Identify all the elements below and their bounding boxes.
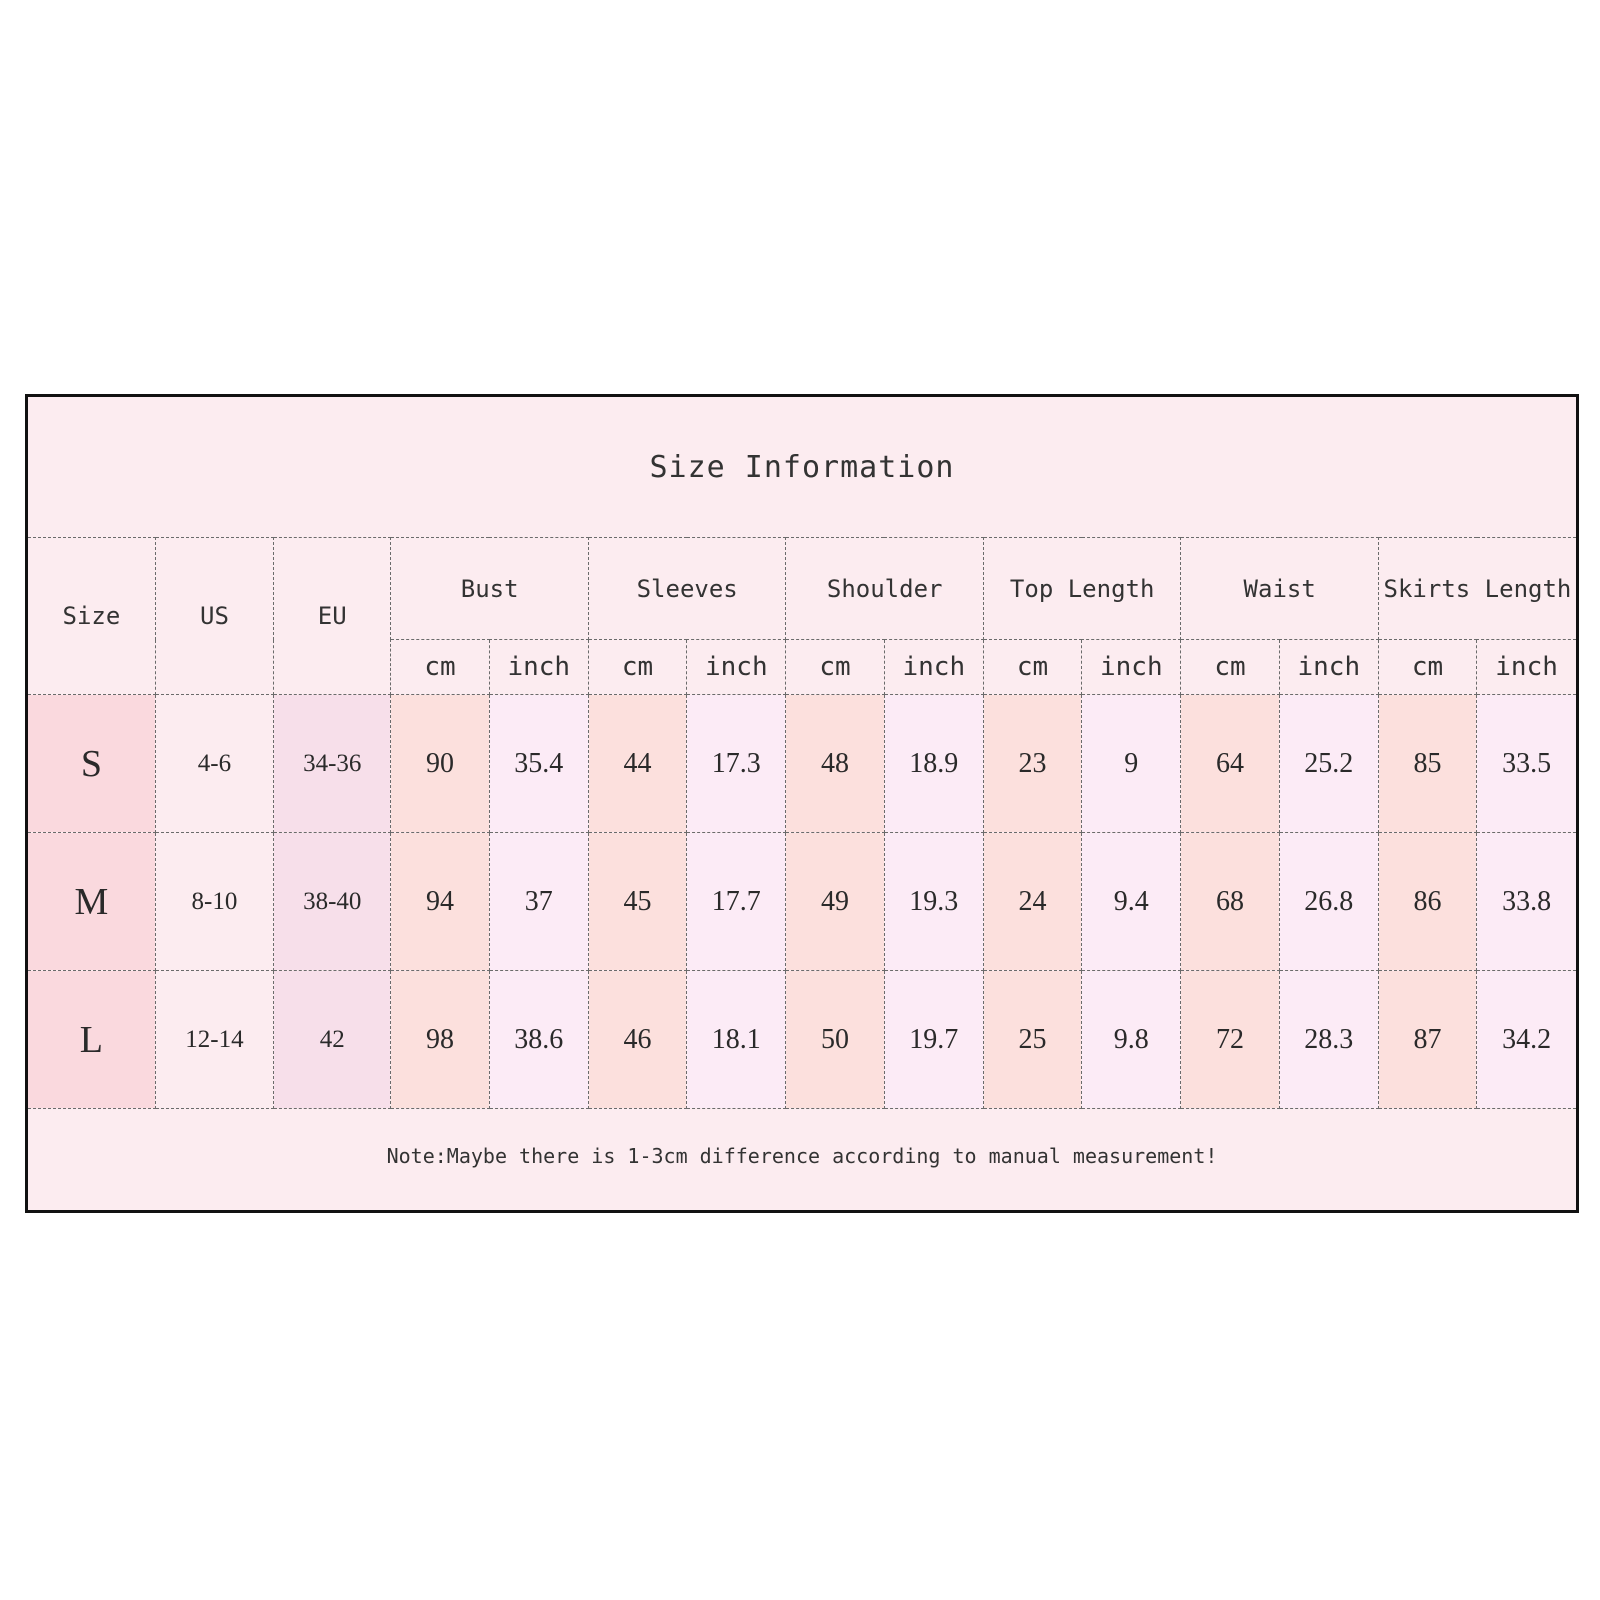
unit-inch: inch [687,640,786,695]
unit-inch: inch [884,640,983,695]
sleeves-inch: 18.1 [687,971,786,1109]
us-size: 8-10 [155,833,273,971]
unit-inch: inch [1477,640,1576,695]
waist-inch: 26.8 [1279,833,1378,971]
header-skirts-length: Skirts Length [1378,538,1576,640]
header-waist: Waist [1181,538,1379,640]
top-length-inch: 9 [1082,695,1181,833]
top-length-inch: 9.4 [1082,833,1181,971]
header-bust: Bust [391,538,589,640]
table-row [28,971,1576,1109]
us-size: 12-14 [155,971,273,1109]
shoulder-inch: 19.3 [884,833,983,971]
sleeves-inch: 17.7 [687,833,786,971]
sleeves-cm: 44 [588,695,686,833]
unit-cm: cm [391,640,489,695]
unit-cm: cm [588,640,686,695]
unit-inch: inch [1082,640,1181,695]
shoulder-cm: 50 [786,971,884,1109]
waist-cm: 64 [1181,695,1279,833]
header-shoulder: Shoulder [786,538,984,640]
size-chart [25,394,1579,1213]
unit-cm: cm [1378,640,1476,695]
top-length-cm: 24 [983,833,1081,971]
skirts-length-cm: 87 [1378,971,1476,1109]
bust-cm: 90 [391,695,489,833]
skirts-length-cm: 86 [1378,833,1476,971]
waist-inch: 28.3 [1279,971,1378,1109]
table-row [28,695,1576,833]
eu-size: 42 [274,971,391,1109]
size-table [28,537,1576,1109]
size-label: M [28,833,155,971]
unit-inch: inch [489,640,588,695]
eu-size: 34-36 [274,695,391,833]
table-row [28,833,1576,971]
bust-cm: 98 [391,971,489,1109]
measurement-note: Note:Maybe there is 1-3cm difference according to manual measurement! [386,1144,1218,1168]
chart-title: Size Information [649,449,955,485]
top-length-cm: 23 [983,695,1081,833]
unit-cm: cm [786,640,884,695]
shoulder-cm: 49 [786,833,884,971]
unit-cm: cm [1181,640,1279,695]
shoulder-cm: 48 [786,695,884,833]
sleeves-cm: 46 [588,971,686,1109]
size-label: L [28,971,155,1109]
bust-inch: 38.6 [489,971,588,1109]
waist-inch: 25.2 [1279,695,1378,833]
header-top-length: Top Length [983,538,1181,640]
skirts-length-cm: 85 [1378,695,1476,833]
sleeves-inch: 17.3 [687,695,786,833]
sleeves-cm: 45 [588,833,686,971]
skirts-length-inch: 33.5 [1477,695,1576,833]
top-length-inch: 9.8 [1082,971,1181,1109]
unit-inch: inch [1279,640,1378,695]
us-size: 4-6 [155,695,273,833]
header-sleeves: Sleeves [588,538,786,640]
header-us: US [155,538,273,695]
header-size: Size [28,538,155,695]
bust-inch: 37 [489,833,588,971]
skirts-length-inch: 33.8 [1477,833,1576,971]
bust-inch: 35.4 [489,695,588,833]
size-label: S [28,695,155,833]
header-eu: EU [274,538,391,695]
shoulder-inch: 19.7 [884,971,983,1109]
waist-cm: 68 [1181,833,1279,971]
skirts-length-inch: 34.2 [1477,971,1576,1109]
top-length-cm: 25 [983,971,1081,1109]
eu-size: 38-40 [274,833,391,971]
unit-cm: cm [983,640,1081,695]
waist-cm: 72 [1181,971,1279,1109]
bust-cm: 94 [391,833,489,971]
header-row [28,538,1576,640]
shoulder-inch: 18.9 [884,695,983,833]
